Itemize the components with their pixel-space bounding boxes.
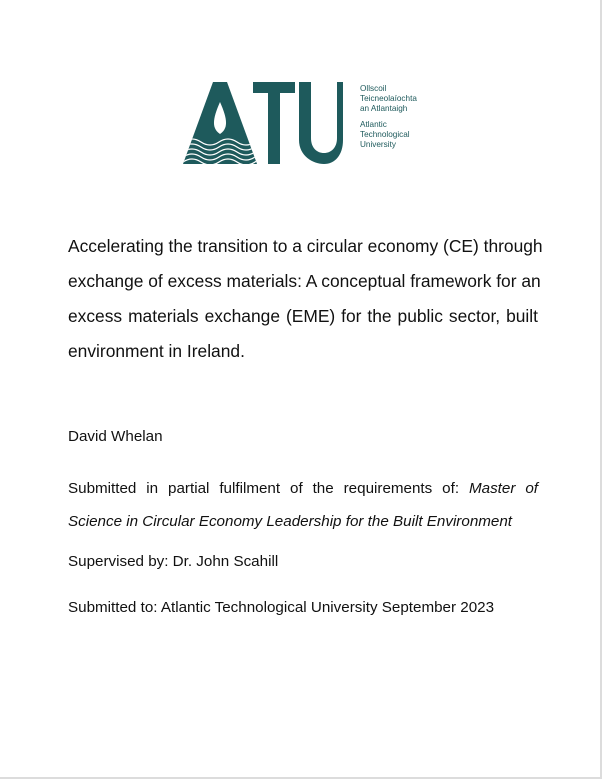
degree-name-part-1: Master of: [468, 480, 538, 497]
title-line: Accelerating the transition to a circular economy (CE) through: [68, 236, 543, 256]
title-line: environment in Ireland.: [68, 341, 245, 361]
atu-logo-mark: [183, 82, 343, 164]
atu-logo: [183, 82, 423, 164]
degree-name-part-2: Science in Circular Economy Leadership for the Built Environment: [68, 513, 513, 530]
letter-t-shape: [253, 82, 295, 164]
logo-irish-line-3: an Atlantaigh: [360, 104, 408, 113]
author-name: David Whelan: [68, 428, 163, 445]
title-line: excess materials exchange (EME) for the public sector, built: [68, 306, 538, 326]
logo-english-line-1: Atlantic: [360, 120, 387, 129]
submission-statement: [68, 472, 538, 538]
logo-english-line-2: Technological: [360, 130, 410, 139]
letter-a-shape: [183, 82, 273, 164]
logo-text: [360, 84, 450, 150]
letter-u-shape: [299, 82, 343, 164]
thesis-title: [68, 229, 543, 369]
submission-prefix: Submitted in partial fulfilment of the requirements of:: [68, 480, 460, 497]
supervisor: Supervised by: Dr. John Scahill: [68, 553, 279, 570]
logo-english-line-3: University: [360, 140, 396, 149]
logo-irish-line-1: Ollscoil: [360, 84, 387, 93]
title-line: exchange of excess materials: A conceptual framework for an: [68, 271, 541, 291]
logo-irish-line-2: Teicneolaíochta: [360, 94, 417, 103]
submitted-to: Submitted to: Atlantic Technological University September 2023: [68, 599, 495, 616]
submission-line-1: [68, 472, 538, 505]
